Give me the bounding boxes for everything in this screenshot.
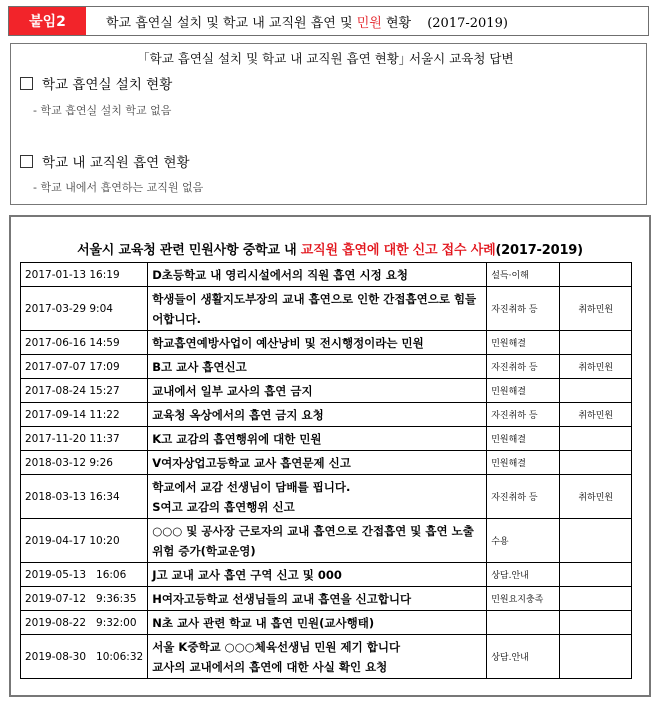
education-office-response-box bbox=[10, 43, 647, 205]
complaint-table bbox=[20, 262, 632, 679]
table-row bbox=[21, 451, 632, 475]
type-cell bbox=[560, 379, 632, 403]
title-period: (2017-2019) bbox=[427, 15, 508, 31]
content-cell: H여자고등학교 선생님들의 교내 흡연을 신고합니다 bbox=[148, 587, 487, 611]
status-cell bbox=[487, 611, 560, 635]
status-cell: 자진취하 등 bbox=[487, 403, 560, 427]
table-row bbox=[21, 635, 632, 679]
table-row bbox=[21, 563, 632, 587]
document-title bbox=[106, 12, 508, 31]
type-cell bbox=[560, 587, 632, 611]
table-row bbox=[21, 475, 632, 519]
cases-title bbox=[11, 239, 649, 258]
type-cell: 취하민원 bbox=[560, 287, 632, 331]
status-cell: 민원요지충족 bbox=[487, 587, 560, 611]
date-cell: 2017-01-13 16:19 bbox=[21, 263, 148, 287]
status-cell: 상담.안내 bbox=[487, 635, 560, 679]
status-cell: 민원해결 bbox=[487, 427, 560, 451]
status-cell: 민원해결 bbox=[487, 331, 560, 355]
date-cell: 2018-03-12 9:26 bbox=[21, 451, 148, 475]
content-cell: 학생들이 생활지도부장의 교내 흡연으로 인한 간접흡연으로 힘들어합니다. bbox=[148, 287, 487, 331]
cases-title-period: (2017-2019) bbox=[495, 243, 583, 258]
type-cell bbox=[560, 635, 632, 679]
table-row bbox=[21, 611, 632, 635]
table-row bbox=[21, 403, 632, 427]
status-cell: 자진취하 등 bbox=[487, 475, 560, 519]
table-row bbox=[21, 519, 632, 563]
type-cell: 취하민원 bbox=[560, 355, 632, 379]
content-cell: B고 교사 흡연신고 bbox=[148, 355, 487, 379]
table-row bbox=[21, 287, 632, 331]
section-staff-smoking bbox=[20, 151, 190, 171]
content-cell: N초 교사 관련 학교 내 흡연 민원(교사행태) bbox=[148, 611, 487, 635]
response-title: ｢학교 흡연실 설치 및 학교 내 교직원 흡연 현황｣ 서울시 교육청 답변 bbox=[143, 51, 514, 66]
table-row bbox=[21, 331, 632, 355]
section-heading: 학교 흡연실 설치 현황 bbox=[42, 77, 173, 93]
type-cell bbox=[560, 331, 632, 355]
table-row bbox=[21, 263, 632, 287]
content-cell: 학교흡연예방사업이 예산낭비 및 전시행정이라는 민원 bbox=[148, 331, 487, 355]
status-cell: 수용 bbox=[487, 519, 560, 563]
status-cell: 상담.안내 bbox=[487, 563, 560, 587]
content-cell: 서울 K중학교 ○○○체육선생님 민원 제기 합니다 교사의 교내에서의 흡연에 대한 사실 확인 요청 bbox=[148, 635, 487, 679]
content-cell: J고 교내 교사 흡연 구역 신고 및 000 bbox=[148, 563, 487, 587]
date-cell: 2019-08-30 10:06:32 bbox=[21, 635, 148, 679]
date-cell: 2019-08-22 9:32:00 bbox=[21, 611, 148, 635]
content-cell: V여자상업고등학교 교사 흡연문제 신고 bbox=[148, 451, 487, 475]
status-cell: 민원해결 bbox=[487, 379, 560, 403]
title-text-end: 현황 bbox=[385, 15, 412, 31]
section-smoking-room bbox=[20, 73, 172, 93]
type-cell bbox=[560, 451, 632, 475]
date-cell: 2017-11-20 11:37 bbox=[21, 427, 148, 451]
attachment-badge: 붙임2 bbox=[9, 7, 86, 35]
cases-title-text: 서울시 교육청 관련 민원사항 중학교 내 bbox=[77, 243, 297, 258]
square-bullet-icon bbox=[20, 155, 33, 168]
type-cell bbox=[560, 427, 632, 451]
table-row bbox=[21, 379, 632, 403]
type-cell bbox=[560, 611, 632, 635]
type-cell bbox=[560, 263, 632, 287]
cases-title-highlight: 교직원 흡연에 대한 신고 접수 사례 bbox=[300, 243, 496, 258]
type-cell bbox=[560, 563, 632, 587]
content-cell: 교육청 옥상에서의 흡연 금지 요청 bbox=[148, 403, 487, 427]
date-cell: 2017-09-14 11:22 bbox=[21, 403, 148, 427]
date-cell: 2019-04-17 10:20 bbox=[21, 519, 148, 563]
status-cell: 설득·이해 bbox=[487, 263, 560, 287]
date-cell: 2018-03-13 16:34 bbox=[21, 475, 148, 519]
title-highlight: 민원 bbox=[356, 15, 382, 31]
section-heading: 학교 내 교직원 흡연 현황 bbox=[42, 155, 190, 171]
table-row bbox=[21, 355, 632, 379]
type-cell: 취하민원 bbox=[560, 403, 632, 427]
section-detail: - 학교 흡연실 설치 학교 없음 bbox=[33, 104, 172, 117]
status-cell: 자진취하 등 bbox=[487, 355, 560, 379]
table-row bbox=[21, 587, 632, 611]
table-row bbox=[21, 427, 632, 451]
type-cell: 취하민원 bbox=[560, 475, 632, 519]
square-bullet-icon bbox=[20, 77, 33, 90]
type-cell bbox=[560, 519, 632, 563]
date-cell: 2019-05-13 16:06 bbox=[21, 563, 148, 587]
date-cell: 2017-06-16 14:59 bbox=[21, 331, 148, 355]
complaint-cases-box bbox=[9, 215, 651, 697]
date-cell: 2017-07-07 17:09 bbox=[21, 355, 148, 379]
content-cell: 학교에서 교감 선생님이 담배를 핍니다. S여고 교감의 흡연행위 신고 bbox=[148, 475, 487, 519]
date-cell: 2019-07-12 9:36:35 bbox=[21, 587, 148, 611]
status-cell: 민원해결 bbox=[487, 451, 560, 475]
section-detail: - 학교 내에서 흡연하는 교직원 없음 bbox=[33, 181, 204, 194]
content-cell: D초등학교 내 영리시설에서의 직원 흡연 시정 요청 bbox=[148, 263, 487, 287]
title-text: 학교 흡연실 설치 및 학교 내 교직원 흡연 및 bbox=[106, 15, 353, 31]
status-cell: 자진취하 등 bbox=[487, 287, 560, 331]
content-cell: K고 교감의 흡연행위에 대한 민원 bbox=[148, 427, 487, 451]
content-cell: ○○○ 및 공사장 근로자의 교내 흡연으로 간접흡연 및 흡연 노출위험 증가(학교운영) bbox=[148, 519, 487, 563]
date-cell: 2017-03-29 9:04 bbox=[21, 287, 148, 331]
date-cell: 2017-08-24 15:27 bbox=[21, 379, 148, 403]
document-header bbox=[8, 6, 649, 36]
content-cell: 교내에서 일부 교사의 흡연 금지 bbox=[148, 379, 487, 403]
